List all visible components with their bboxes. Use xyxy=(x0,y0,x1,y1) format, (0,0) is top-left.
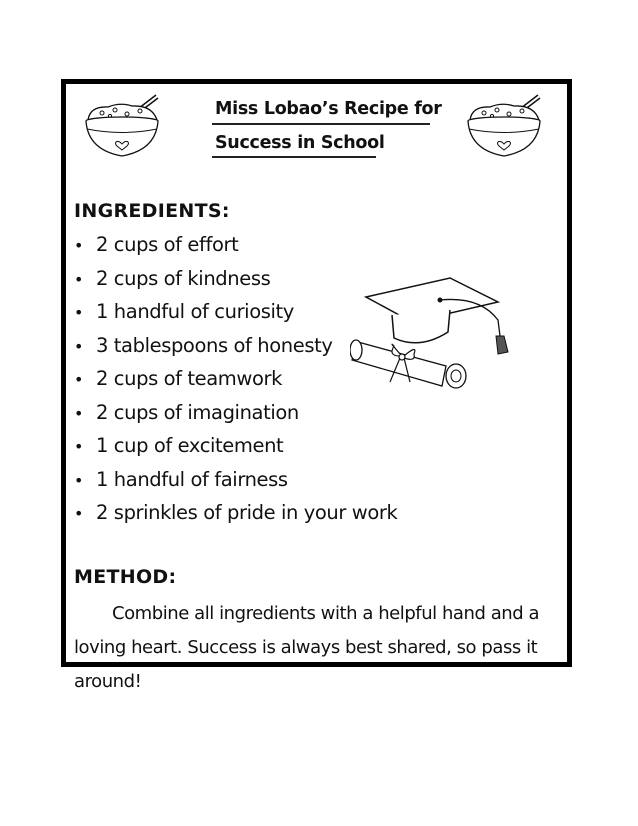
mixing-bowl-icon xyxy=(80,90,165,165)
method-heading: METHOD: xyxy=(74,566,177,588)
list-item: • 2 cups of kindness xyxy=(74,266,271,290)
ingredient-list xyxy=(74,230,397,532)
graduation-cap-diploma-icon xyxy=(350,270,520,395)
title-underline-1 xyxy=(212,123,430,125)
method-paragraph: Combine all ingredients with a helpful hand and a loving heart. Success is always best shared, so pass it around! xyxy=(74,603,540,692)
list-item: • 1 handful of fairness xyxy=(74,467,288,491)
title-line-1: Miss Lobao’s Recipe for xyxy=(215,99,442,119)
list-item: • 3 tablespoons of honesty xyxy=(74,333,333,357)
list-item: • 1 cup of excitement xyxy=(74,434,284,457)
title-line-2: Success in School xyxy=(215,133,385,153)
list-item: • 2 sprinkles of pride in your work xyxy=(74,501,398,524)
mixing-bowl-icon xyxy=(462,90,547,165)
list-item: • 2 cups of teamwork xyxy=(74,367,282,390)
list-item: • 2 cups of effort xyxy=(74,233,239,256)
ingredients-heading: INGREDIENTS: xyxy=(74,200,230,222)
title-underline-2 xyxy=(212,156,376,158)
list-item: • 2 cups of imagination xyxy=(74,400,299,424)
list-item: • 1 handful of curiosity xyxy=(74,300,294,323)
